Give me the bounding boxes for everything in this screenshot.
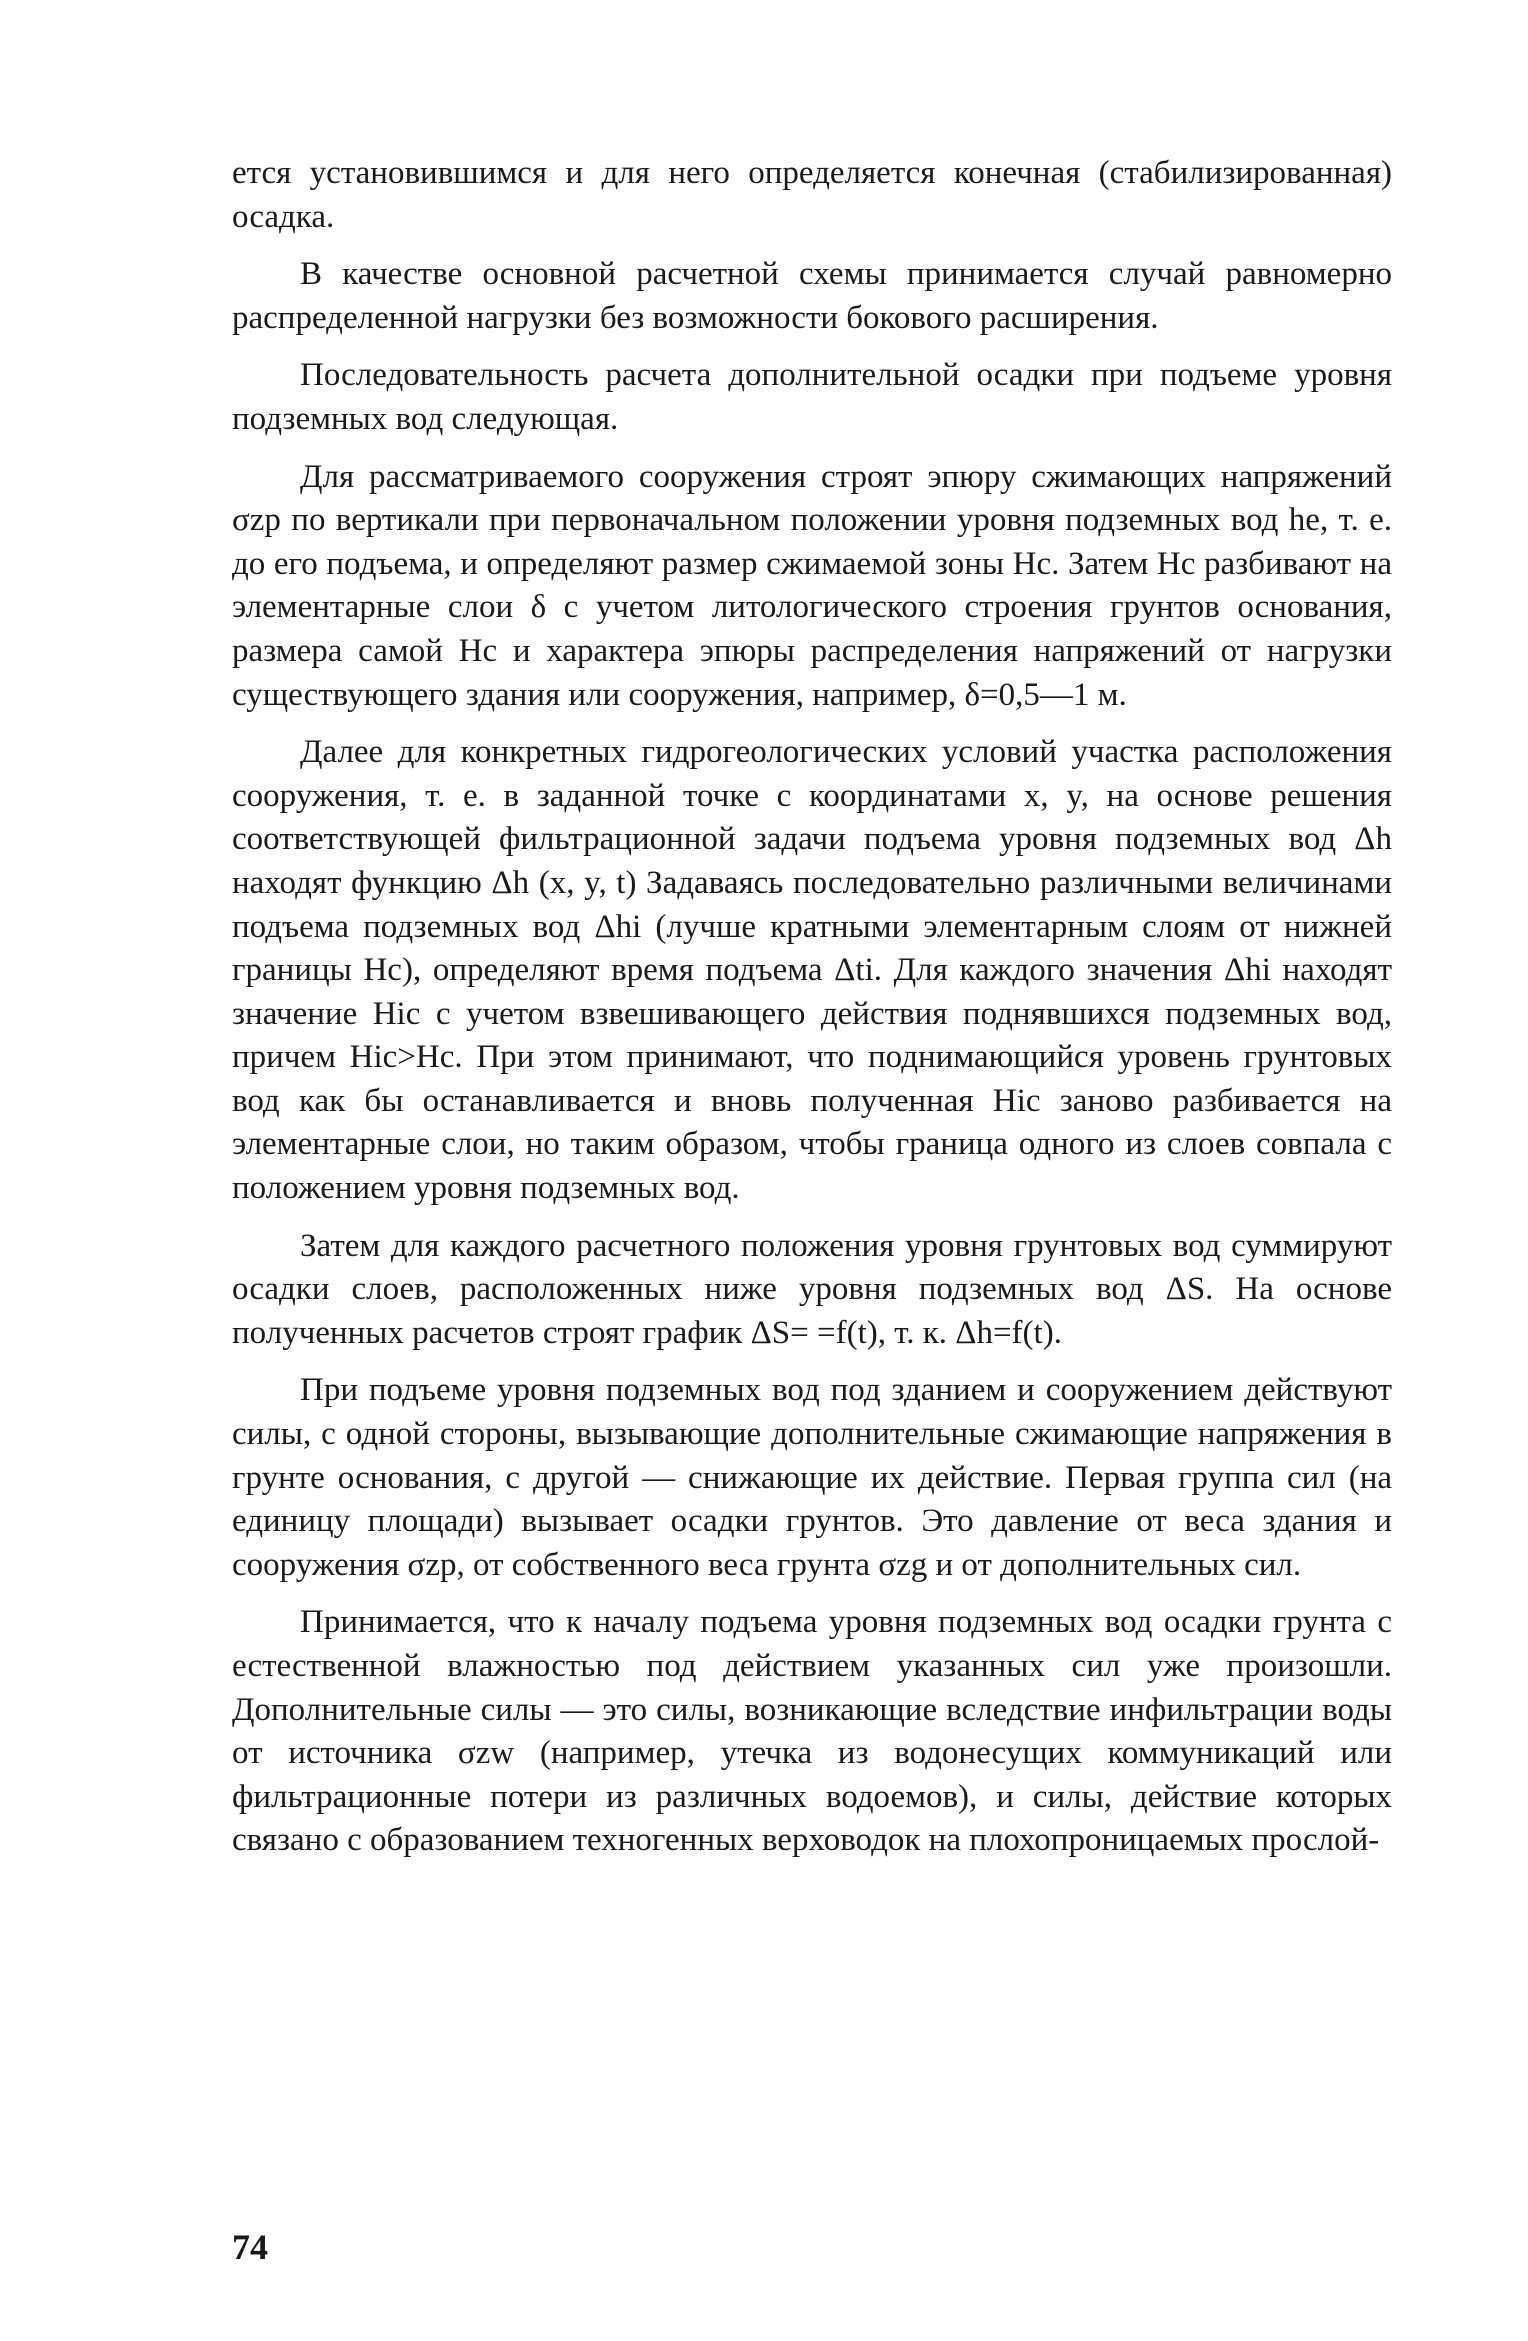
paragraph: При подъеме уровня подземных вод под зданием и сооружением действуют силы, с одной стороны, вызывающие дополнительные сжимающие напряжения в грунте основания, с другой — снижающие их действие. Первая группа сил (на единицу площади) вызывает осадки грунтов. Это давление от веса здания и сооружения σzp, от собственного веса грунта σzg и от дополнительных сил. bbox=[232, 1372, 1392, 1583]
paragraph: Для рассматриваемого сооружения строят эпюру сжимающих напряжений σzp по вертикали при первоначальном положении уровня подземных вод he, т. е. до его подъема, и определяют размер сжимаемой зоны Hc. Затем Hc разбивают на элементарные слои δ с учетом литологического строения грунтов основания, размера самой Hc и характера эпюры распределения напряжений от нагрузки существующего здания или сооружения, например, δ=0,5—1 м. bbox=[232, 458, 1392, 713]
page-number: 74 bbox=[232, 2227, 268, 2267]
paragraph: Принимается, что к началу подъема уровня подземных вод осадки грунта с естественной влажностью под действием указанных сил уже произошли. Дополнительные силы — это силы, возникающие вследствие инфильтрации воды от источника σzw (например, утечка из водонесущих коммуникаций или фильтрационные потери из различных водоемов), и силы, действие которых связано с образованием техногенных верховодок на плохопроницаемых прослой- bbox=[232, 1604, 1392, 1859]
paragraph: В качестве основной расчетной схемы принимается случай равномерно распределенной нагрузки без возможности бокового расширения. bbox=[232, 256, 1392, 336]
paragraph: Затем для каждого расчетного положения уровня грунтовых вод суммируют осадки слоев, расположенных ниже уровня подземных вод ΔS. На основе полученных расчетов строят график ΔS= =f(t), т. к. Δh=f(t). bbox=[232, 1227, 1392, 1351]
paragraph-continuation: ется установившимся и для него определяется конечная (стабилизированная) осадка. bbox=[232, 155, 1392, 235]
paragraph: Последовательность расчета дополнительной осадки при подъеме уровня подземных вод следующая. bbox=[232, 357, 1392, 437]
page-body bbox=[232, 152, 1392, 1877]
paragraph: Далее для конкретных гидрогеологических условий участка расположения сооружения, т. е. в заданной точке с координатами x, y, на основе решения соответствующей фильтрационной задачи подъема уровня подземных вод Δh находят функцию Δh (x, y, t) Задаваясь последовательно различными величинами подъема подземных вод Δhi (лучше кратными элементарным слоям от нижней границы Hc), определяют время подъема Δti. Для каждого значения Δhi находят значение Hic с учетом взвешивающего действия поднявшихся подземных вод, причем Hic>Hc. При этом принимают, что поднимающийся уровень грунтовых вод как бы останавливается и вновь полученная Hic заново разбивается на элементарные слои, но таким образом, чтобы граница одного из слоев совпала с положением уровня подземных вод. bbox=[232, 734, 1392, 1207]
